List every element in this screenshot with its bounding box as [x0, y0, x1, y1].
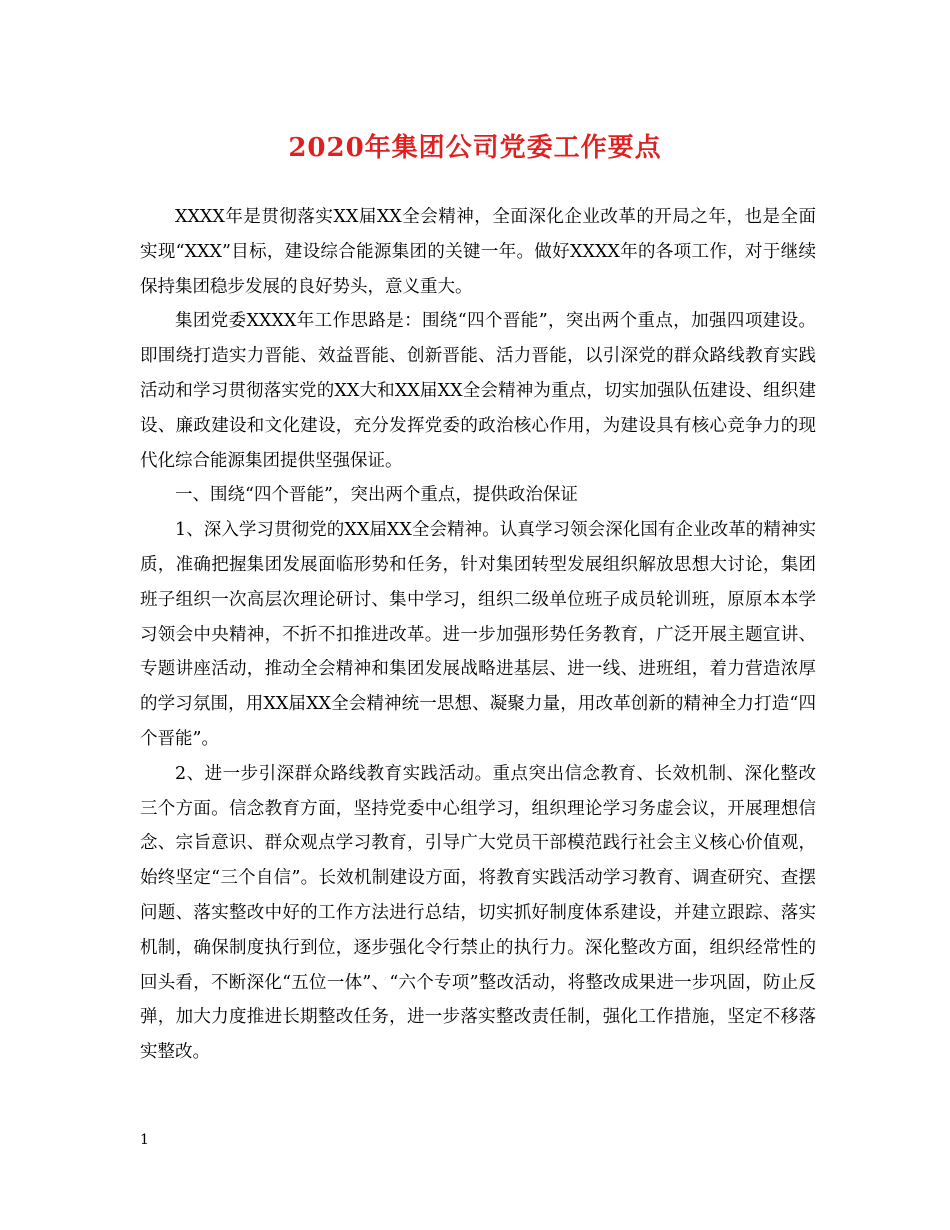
paragraph-item-1: 1、深入学习贯彻党的XX届XX全会精神。认真学习领会深化国有企业改革的精神实质，准确把握集团发展面临形势和任务，针对集团转型发展组织解放思想大讨论，集团班子组织一次高层次理论研讨、集中学习，组织二级单位班子成员轮训班，原原本本学习领会中央精神，不折不扣推进改革。进一步加强形势任务教育，广泛开展主题宣讲、专题讲座活动，推动全会精神和集团发展战略进基层、进一线、进班组，着力营造浓厚的学习氛围，用XX届XX全会精神统一思想、凝聚力量，用改革创新的精神全力打造“四个晋能”。	[140, 520, 816, 749]
paragraph-intro: XXXX年是贯彻落实XX届XX全会精神，全面深化企业改革的开局之年，也是全面实现“XXX”目标，建设综合能源集团的关键一年。做好XXXX年的各项工作，对于继续保持集团稳步发展的良好势头，意义重大。	[140, 207, 816, 297]
section-heading-one: 一、围绕“四个晋能”，突出两个重点，提供政治保证	[175, 485, 578, 506]
paragraph-work-approach: 集团党委XXXX年工作思路是：围绕“四个晋能”，突出两个重点，加强四项建设。即围绕打造实力晋能、效益晋能、创新晋能、活力晋能，以引深党的群众路线教育实践活动和学习贯彻落实党的XX大和XX届XX全会精神为重点，切实加强队伍建设、组织建设、廉政建设和文化建设，充分发挥党委的政治核心作用，为建设具有核心竞争力的现代化综合能源集团提供坚强保证。	[140, 311, 816, 471]
document-body	[140, 200, 816, 1070]
page-number: 1	[140, 1132, 149, 1148]
page-title: 2020年集团公司党委工作要点	[288, 133, 662, 163]
paragraph-item-2: 2、进一步引深群众路线教育实践活动。重点突出信念教育、长效机制、深化整改三个方面。信念教育方面，坚持党委中心组学习，组织理论学习务虚会议，开展理想信念、宗旨意识、群众观点学习教育，引导广大党员干部模范践行社会主义核心价值观，始终坚定“三个自信”。长效机制建设方面，将教育实践活动学习教育、调查研究、查摆问题、落实整改中好的工作方法进行总结，切实抓好制度体系建设，并建立跟踪、落实机制，确保制度执行到位，逐步强化令行禁止的执行力。深化整改方面，组织经常性的回头看，不断深化“五位一体”、“六个专项”整改活动，将整改成果进一步巩固，防止反弹，加大力度推进长期整改任务，进一步落实整改责任制，强化工作措施，坚定不移落实整改。	[140, 763, 816, 1063]
